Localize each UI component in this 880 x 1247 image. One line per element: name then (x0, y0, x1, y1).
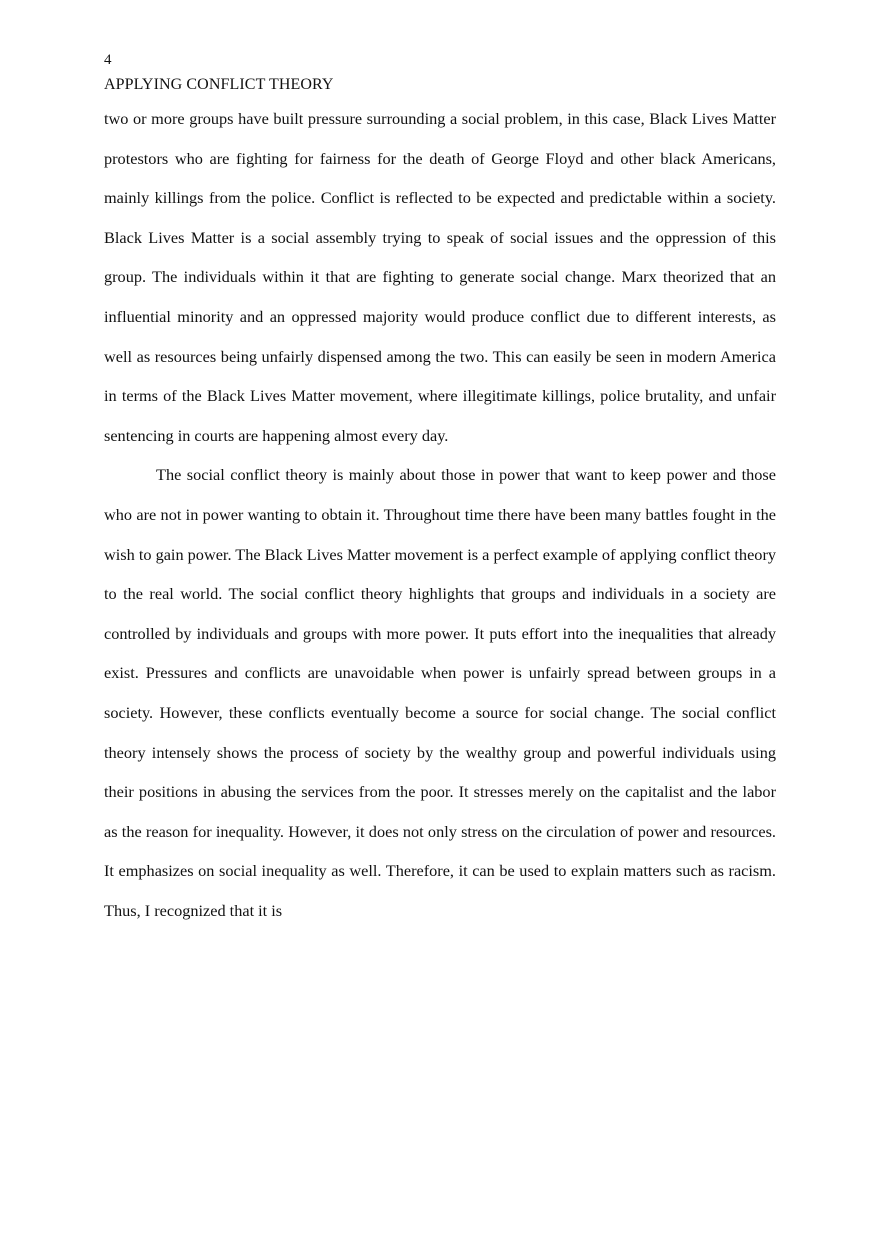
body-text (104, 99, 776, 930)
paragraph-social-conflict-theory: The social conflict theory is mainly about those in power that want to keep power and those who are not in power wanting to obtain it. Throughout time there have been many battles fought in the wish to gain power. The Black Lives Matter movement is a perfect example of applying conflict theory to the real world. The social conflict theory highlights that groups and individuals in a society are controlled by individuals and groups with more power. It puts effort into the inequalities that already exist. Pressures and conflicts are unavoidable when power is unfairly spread between groups in a society. However, these conflicts eventually become a source for social change. The social conflict theory intensely shows the process of society by the wealthy group and powerful individuals using their positions in abusing the services from the poor. It stresses merely on the capitalist and the labor as the reason for inequality. However, it does not only stress on the circulation of power and resources. It emphasizes on social inequality as well. Therefore, it can be used to explain matters such as racism. Thus, I recognized that it is (104, 465, 777, 920)
paragraph-continued: two or more groups have built pressure surrounding a social problem, in this case, Black Lives Matter protestors who are fighting for fairness for the death of George Floyd and other black Americans, mainly killings from the police. Conflict is reflected to be expected and predictable within a society. Black Lives Matter is a social assembly trying to speak of social issues and the oppression of this group. The individuals within it that are fighting to generate social change. Marx theorized that an influential minority and an oppressed majority would produce conflict due to different interests, as well as resources being unfairly dispensed among the two. This can easily be seen in modern America in terms of the Black Lives Matter movement, where illegitimate killings, police brutality, and unfair sentencing in courts are happening almost every day. (104, 109, 776, 445)
page-number: 4 (104, 52, 112, 68)
running-head: APPLYING CONFLICT THEORY (104, 76, 334, 93)
